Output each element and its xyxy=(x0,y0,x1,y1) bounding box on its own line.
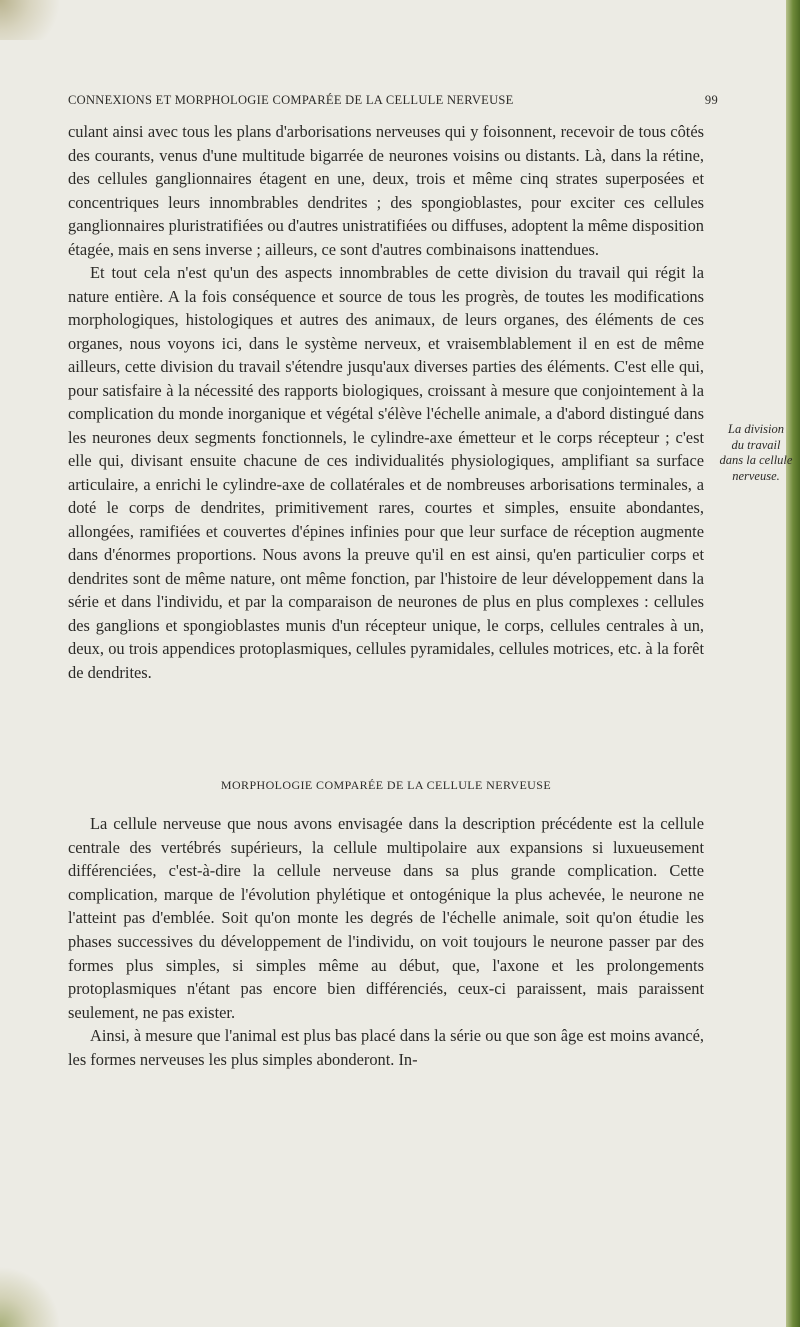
page-binding-edge xyxy=(786,0,800,1327)
paragraph: culant ainsi avec tous les plans d'arborisations nerveuses qui y foisonnent, recevoir de tous côtés des courants, venus d'une multitude bigarrée de neurones voisins ou distants. Là, dans la rétine, des cellules ganglionnaires étagent en une, deux, trois et même cinq strates superposées et concentriques leurs innombrables dendrites ; des spongioblastes, pour exciter ces cellules ganglionnaires pluristratifiées ou d'autres unistratifiées ou diffuses, adoptent la même disposition étagée, mais en sens inverse ; ailleurs, ce sont d'autres combinaisons inattendues. xyxy=(68,122,704,259)
margin-note-line: nerveuse. xyxy=(732,468,780,483)
margin-note-line: La division xyxy=(728,422,784,436)
page-stain-bottom-left xyxy=(0,1267,60,1327)
page-number: 99 xyxy=(704,93,718,107)
section-heading: MORPHOLOGIE COMPARÉE DE LA CELLULE NERVEUSE xyxy=(220,778,552,792)
running-head xyxy=(68,93,720,111)
paragraph: Ainsi, à mesure que l'animal est plus bas placé dans la série ou que son âge est moins avancé, les formes nerveuses les plus simples abonderont. In- xyxy=(68,1026,704,1069)
page-stain-top-left xyxy=(0,0,60,40)
body-text-section-2 xyxy=(68,812,704,1072)
margin-note-line: dans la cellule xyxy=(719,453,793,467)
body-text-section-1 xyxy=(68,120,704,684)
running-head-title: CONNEXIONS ET MORPHOLOGIE COMPARÉE DE LA CELLULE NERVEUSE xyxy=(68,93,514,107)
paragraph: La cellule nerveuse que nous avons envisagée dans la description précédente est la cellule centrale des vertébrés supérieurs, la cellule multipolaire aux expansions si luxueusement différenciées, c'est-à-dire la cellule nerveuse dans sa plus grande complication. Cette complication, marque de l'évolution phylétique et ontogénique la plus achevée, le neurone ne l'atteint pas d'emblée. Soit qu'on monte les degrés de l'échelle animale, soit qu'on étudie les phases successives du développement de l'individu, on voit toujours le neurone passer par des formes plus simples, si simples même au début, que, l'axone et les prolongements protoplasmiques n'étant pas encore bien différenciés, ceux-ci paraissent, mais paraissent seulement, ne pas exister. xyxy=(68,814,704,1022)
margin-note-line: du travail xyxy=(731,437,781,452)
paragraph: Et tout cela n'est qu'un des aspects innombrables de cette division du travail qui régit la nature entière. A la fois conséquence et source de tous les progrès, de toutes les modifications morphologiques, histologiques et autres des animaux, de leurs organes, des éléments de ces organes, nous voyons ici, dans le système nerveux, et vraisemblablement il en est de même ailleurs, cette division du travail s'étendre jusqu'aux diverses parties des éléments. C'est elle qui, pour satisfaire à la nécessité des rapports biologiques, croissant à mesure que conjointement à la complication du monde inorganique et végétal s'élève l'échelle animale, a d'abord distingué dans les neurones deux segments fonctionnels, le cylindre-axe émetteur et le corps récepteur ; c'est elle qui, divisant ensuite chacune de ces individualités physiologiques, amplifiant sa surface articulaire, a enrichi le cylindre-axe de collatérales et de nombreuses arborisations terminales, a doté le corps de dendrites, primitivement rares, courtes et simples, ensuite abondantes, allongées, ramifiées et couvertes d'épines infinies pour que leur surface de réception augmente dans d'énormes proportions. Nous avons la preuve qu'il en est ainsi, qu'en particulier corps et dendrites sont de même nature, ont même fonction, par l'histoire de leur développement dans la série et dans l'individu, et par la comparaison de neurones de plus en plus complexes : cellules des ganglions et spongioblastes munis d'un récepteur unique, le corps, cellules centrales à un, deux, ou trois appendices protoplasmiques, cellules pyramidales, cellules motrices, etc. à la forêt de dendrites. xyxy=(68,263,704,682)
margin-note xyxy=(718,422,794,484)
